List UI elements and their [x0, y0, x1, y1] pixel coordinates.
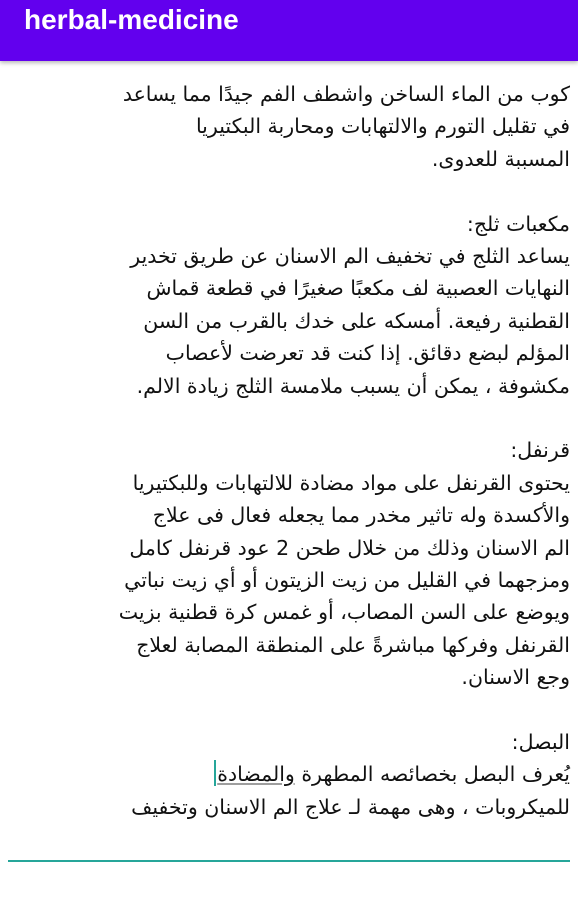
text-cursor	[214, 760, 216, 786]
remedies-text-editor[interactable]	[8, 78, 570, 823]
spellcheck-word[interactable]: والمضادة	[217, 762, 295, 787]
onion-line-2: للميكروبات ، وهى مهمة لـ علاج الم الاسنان وتخفيف	[131, 794, 570, 819]
ice-paragraph: مكعبات ثلج: يساعد الثلج في تخفيف الم الاسنان عن طريق تخدير النهايات العصبية لف مكعبًا صغيرًا في قطعة قماش القطنية رفيعة. أمسكه على خدك بالقرب من السن المؤلم لبضع دقائق. إذا كنت قد تعرضت لأعصاب مكشوفة ، يمكن أن يسبب ملامسة الثلج زيادة الالم.	[130, 211, 570, 398]
app-title: herbal-medicine	[24, 4, 239, 35]
onion-title: البصل:	[511, 730, 570, 755]
content-area	[0, 61, 578, 900]
paragraph-gap	[8, 175, 570, 207]
onion-line-1	[8, 758, 570, 790]
onion-line-1-text: يُعرف البصل بخصائصه المطهرة	[294, 762, 570, 787]
app-bar	[0, 0, 578, 61]
edit-text-underline	[8, 860, 570, 862]
intro-paragraph: كوب من الماء الساخن واشطف الفم جيدًا مما يساعد في تقليل التورم والالتهابات ومحاربة البكتيريا المسببة للعدوى.	[122, 82, 570, 171]
cloves-paragraph: قرنفل: يحتوى القرنفل على مواد مضادة للالتهابات وللبكتيريا والأكسدة وله تاثير مخدر مما يجعله فعال فى علاج الم الاسنان وذلك من خلال طحن 2 عود قرنفل كامل ومزجهما في القليل من زيت الزيتون أو أي زيت نباتي ويوضع على السن المصاب، أو غمس كرة قطنية بزيت القرنفل وفركها مباشرةً على المنطقة المصابة لعلاج وجع الاسنان.	[118, 438, 570, 690]
paragraph-gap	[8, 694, 570, 726]
paragraph-gap	[8, 402, 570, 434]
